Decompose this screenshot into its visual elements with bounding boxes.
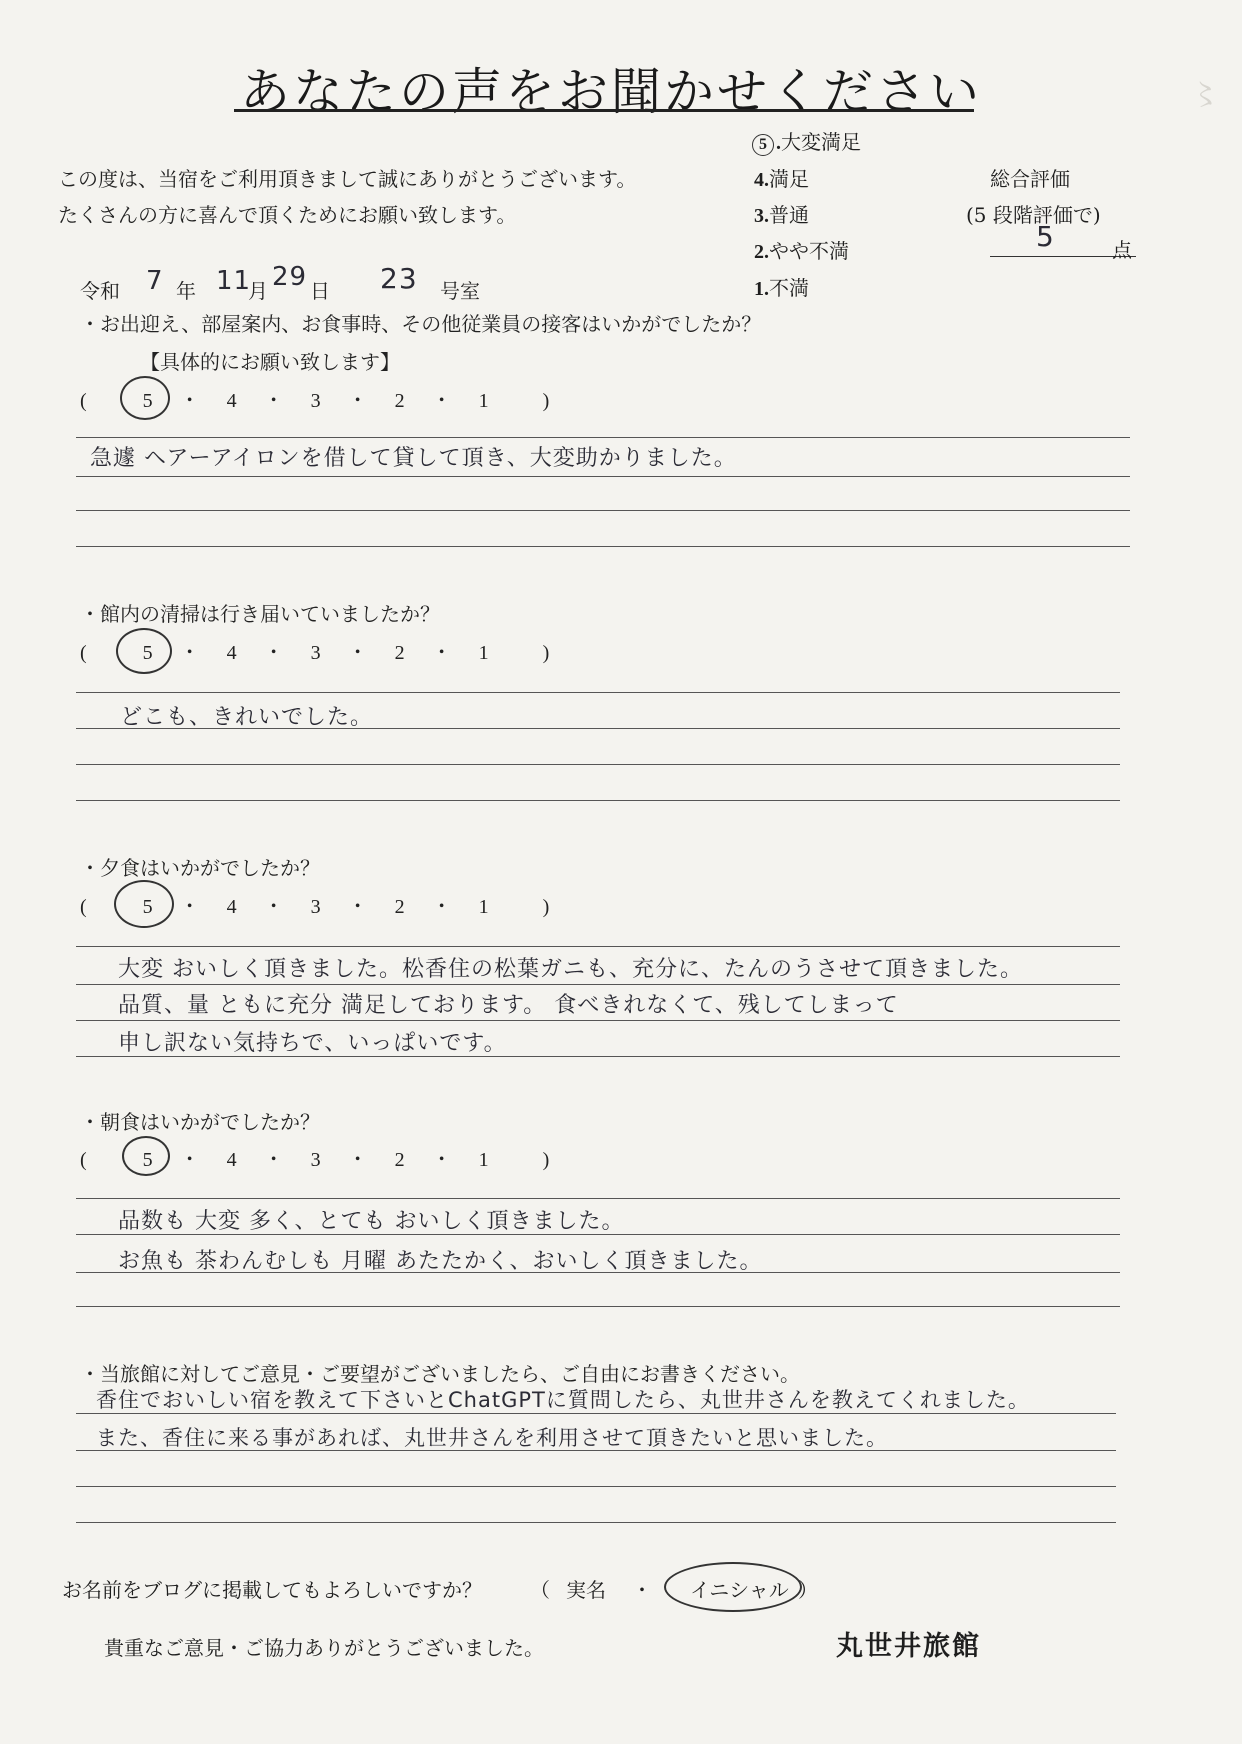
date-year-label: 年	[176, 279, 196, 303]
blog-close-paren: ）	[798, 1578, 818, 1602]
scale-label-5: 大変満足	[781, 132, 861, 154]
answer-line	[76, 1306, 1120, 1307]
scale-num-4: 4.	[754, 169, 769, 191]
answer-4-line-1: 品数も 大変 多く、とても おいしく頂きました。	[118, 1209, 625, 1234]
date-day-label: 日	[310, 279, 330, 303]
overall-sub: (5 段階評価で)	[966, 203, 1101, 227]
date-day: 29	[272, 262, 308, 292]
feedback-question: ・当旅館に対してご意見・ご要望がございましたら、ご自由にお書きください。	[80, 1362, 800, 1386]
answer-line	[76, 728, 1120, 729]
answer-3-line-3: 申し訳ない気持ちで、いっぱいです。	[118, 1031, 507, 1056]
answer-1-line-1: 急遽 ヘアーアイロンを借して貸して頂き、大変助かりました。	[90, 446, 737, 471]
date-month-label: 月	[248, 279, 268, 303]
feedback-line-1: 香住でおいしい宿を教えて下さいとChatGPTに質問したら、丸世井さんを教えてくれました。	[96, 1388, 1030, 1412]
rating-close-paren: )	[542, 1149, 550, 1171]
scale-circle-mark: 5	[752, 134, 774, 156]
rating-open-paren: (	[80, 642, 87, 664]
rating-option-5[interactable]: 5	[142, 1149, 153, 1171]
intro-line-2: たくさんの方に喜んで頂くためにお願い致します。	[58, 203, 517, 227]
bleed-through-mark: 〻	[1190, 78, 1220, 113]
answer-2-line-1: どこも、きれいでした。	[120, 705, 374, 730]
blog-option-real-name[interactable]: 実名	[566, 1578, 606, 1602]
question-3: ・夕食はいかがでしたか？	[80, 856, 320, 880]
answer-line	[76, 984, 1120, 985]
scale-item-1	[754, 272, 809, 301]
overall-score-value: 5	[1036, 220, 1055, 253]
answer-line	[76, 1234, 1120, 1235]
scale-label-1: 不満	[769, 278, 809, 300]
rating-option-1[interactable]: 1	[478, 390, 489, 412]
blog-open-paren: （	[530, 1578, 550, 1602]
rating-close-paren: )	[542, 390, 550, 412]
blog-option-initial[interactable]: イニシャル	[690, 1578, 789, 1602]
rating-row-1: ( 5 ・ 4 ・ 3 ・ 2 ・ 1 )	[80, 390, 550, 412]
answer-line	[76, 946, 1120, 947]
intro-line-1: この度は、当宿をご利用頂きまして誠にありがとうございます。	[58, 167, 637, 191]
rating-option-4[interactable]: 4	[226, 896, 237, 918]
rating-selected-circle	[114, 880, 174, 928]
question-1-note: 【具体的にお願い致します】	[140, 350, 400, 374]
blog-question: お名前をブログに掲載してもよろしいですか？	[62, 1578, 482, 1602]
overall-label: 総合評価	[990, 167, 1070, 191]
rating-option-1[interactable]: 1	[478, 1149, 489, 1171]
rating-close-paren: )	[542, 642, 550, 664]
rating-row-4: ( 5 ・ 4 ・ 3 ・ 2 ・ 1 )	[80, 1149, 550, 1171]
answer-line	[76, 1450, 1116, 1451]
answer-3-line-1: 大変 おいしく頂きました。松香住の松葉ガニも、充分に、たんのうさせて頂きました。	[118, 957, 1023, 982]
answer-line	[76, 476, 1130, 477]
answer-line	[76, 800, 1120, 801]
rating-option-2[interactable]: 2	[394, 1149, 405, 1171]
answer-line	[76, 1522, 1116, 1523]
rating-option-3[interactable]: 3	[310, 1149, 321, 1171]
rating-option-3[interactable]: 3	[310, 642, 321, 664]
blog-option-dot: ・	[632, 1578, 652, 1602]
feedback-line-2: また、香住に来る事があれば、丸世井さんを利用させて頂きたいと思いました。	[96, 1426, 888, 1450]
rating-option-4[interactable]: 4	[226, 390, 237, 412]
rating-option-2[interactable]: 2	[394, 390, 405, 412]
rating-option-5[interactable]: 5	[142, 642, 153, 664]
inn-name: 丸世井旅館	[836, 1631, 981, 1662]
room-label: 号室	[440, 279, 480, 303]
blog-selected-circle	[664, 1562, 802, 1612]
answer-line	[76, 764, 1120, 765]
question-4: ・朝食はいかがでしたか？	[80, 1110, 320, 1134]
rating-option-2[interactable]: 2	[394, 896, 405, 918]
answer-line	[76, 1056, 1120, 1057]
answer-line	[76, 546, 1130, 547]
scale-item-2	[754, 235, 849, 264]
rating-option-4[interactable]: 4	[226, 642, 237, 664]
rating-close-paren: )	[542, 896, 550, 918]
footer-thanks: 貴重なご意見・ご協力ありがとうございました。	[104, 1636, 544, 1660]
answer-line	[76, 510, 1130, 511]
rating-open-paren: (	[80, 896, 87, 918]
scale-label-4: 満足	[769, 169, 809, 191]
form-title: あなたの声をお聞かせください	[240, 63, 982, 121]
scale-item-5: 5 .大変満足	[752, 126, 861, 156]
answer-line	[76, 1020, 1120, 1021]
rating-selected-circle	[120, 376, 170, 420]
answer-3-line-2: 品質、量 ともに充分 満足しております。 食べきれなくて、残してしまって	[118, 993, 899, 1018]
date-era: 令和	[80, 279, 120, 303]
date-year: 7	[146, 266, 164, 296]
rating-row-3: ( 5 ・ 4 ・ 3 ・ 2 ・ 1 )	[80, 896, 550, 918]
question-2: ・館内の清掃は行き届いていましたか？	[80, 602, 440, 626]
rating-option-5[interactable]: 5	[142, 390, 153, 412]
answer-line	[76, 1486, 1116, 1487]
scale-label-3: 普通	[769, 205, 809, 227]
answer-4-line-2: お魚も 茶わんむしも 月曜 あたたかく、おいしく頂きました。	[118, 1249, 763, 1274]
rating-option-3[interactable]: 3	[310, 896, 321, 918]
rating-option-4[interactable]: 4	[226, 1149, 237, 1171]
rating-option-1[interactable]: 1	[478, 642, 489, 664]
question-1: ・お出迎え、部屋案内、お食事時、その他従業員の接客はいかがでしたか？	[80, 312, 762, 336]
scale-item-4	[754, 163, 809, 192]
room-number: 23	[380, 262, 418, 295]
rating-selected-circle	[116, 628, 172, 674]
answer-line	[76, 1198, 1120, 1199]
scale-num-1: 1.	[754, 278, 769, 300]
rating-option-1[interactable]: 1	[478, 896, 489, 918]
overall-unit: 点	[1112, 238, 1132, 262]
rating-row-2: ( 5 ・ 4 ・ 3 ・ 2 ・ 1 )	[80, 642, 550, 664]
answer-line	[76, 692, 1120, 693]
answer-line	[76, 437, 1130, 438]
rating-open-paren: (	[80, 390, 87, 412]
date-month: 11	[216, 266, 252, 296]
rating-option-3[interactable]: 3	[310, 390, 321, 412]
title-underline	[234, 109, 974, 112]
rating-option-2[interactable]: 2	[394, 642, 405, 664]
answer-line	[76, 1272, 1120, 1273]
rating-option-5[interactable]: 5	[142, 896, 153, 918]
scale-num-2: 2.	[754, 241, 769, 263]
answer-line	[76, 1413, 1116, 1414]
scale-label-2: やや不満	[769, 241, 849, 263]
scale-item-3	[754, 199, 809, 228]
rating-selected-circle	[122, 1136, 170, 1176]
scale-num-3: 3.	[754, 205, 769, 227]
rating-open-paren: (	[80, 1149, 87, 1171]
